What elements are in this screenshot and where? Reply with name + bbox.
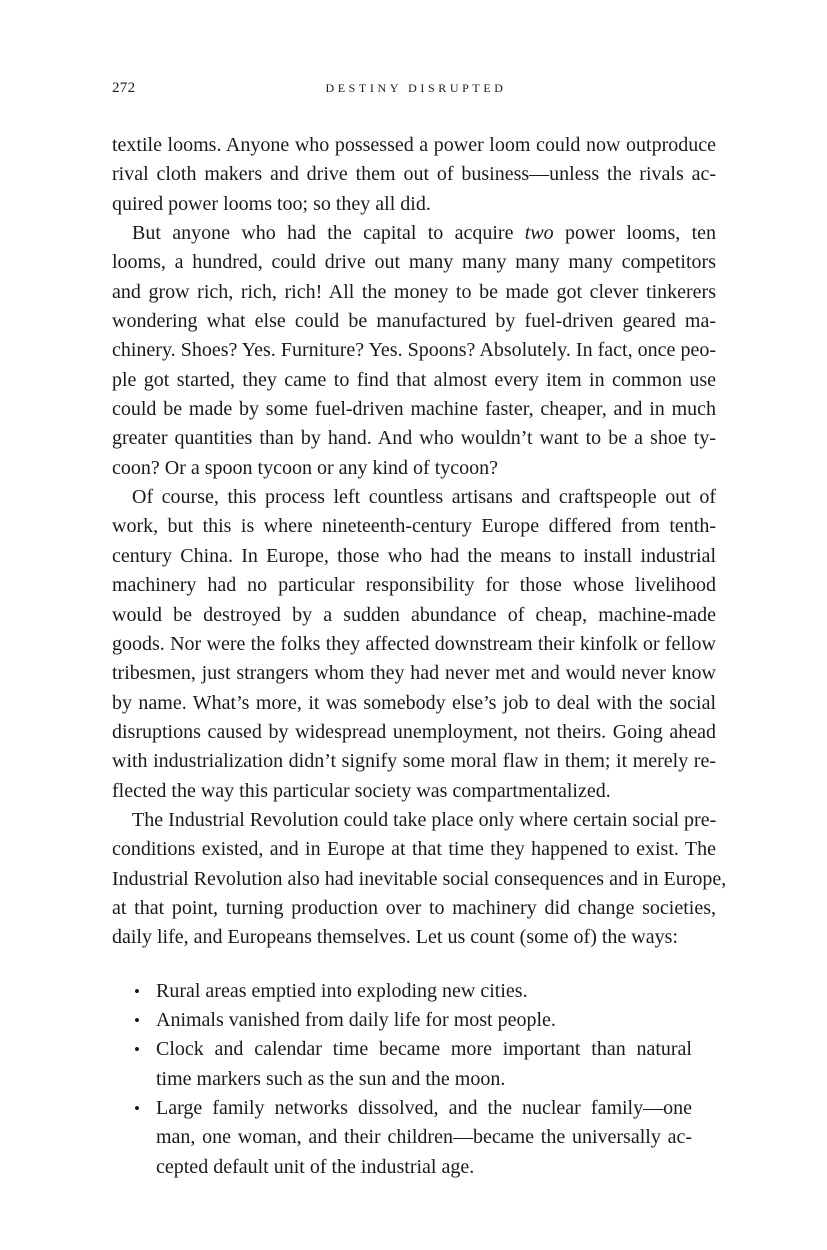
list-item bbox=[112, 1094, 692, 1182]
text-line: Large family networks dissolved, and the nuclear family—one bbox=[156, 1097, 692, 1119]
text-line: cepted default unit of the industrial age. bbox=[156, 1155, 475, 1178]
text-line: with industrialization didn’t signify some moral flaw in them; it merely re- bbox=[112, 750, 716, 773]
text-line: by name. What’s more, it was somebody else’s job to deal with the social bbox=[112, 691, 716, 714]
list-item bbox=[112, 977, 692, 1006]
text-line: quired power looms too; so they all did. bbox=[112, 192, 431, 215]
text-line: time markers such as the sun and the moon. bbox=[156, 1067, 506, 1090]
bullet-list bbox=[112, 977, 716, 1182]
body-text bbox=[112, 131, 727, 1182]
text-line: Animals vanished from daily life for most people. bbox=[156, 1008, 556, 1031]
text-line: man, one woman, and their children—became the universally ac- bbox=[156, 1126, 692, 1149]
text-line: could be made by some fuel-driven machine faster, cheaper, and in much bbox=[112, 398, 716, 421]
text-line: Rural areas emptied into exploding new cities. bbox=[156, 979, 528, 1002]
list-item bbox=[112, 1035, 692, 1094]
text-line: would be destroyed by a sudden abundance of cheap, machine-made bbox=[112, 603, 716, 626]
text-line: coon? Or a spoon tycoon or any kind of tycoon? bbox=[112, 456, 499, 479]
text-line: The Industrial Revolution could take place only where certain social pre- bbox=[132, 808, 717, 831]
text-line: Industrial Revolution also had inevitable social consequences and in Europe, bbox=[112, 867, 727, 890]
text-line: and grow rich, rich, rich! All the money to be made got clever tinkerers bbox=[112, 280, 716, 303]
bullet-icon: • bbox=[134, 1010, 140, 1030]
page-number: 272 bbox=[112, 80, 136, 96]
paragraph bbox=[112, 219, 716, 483]
text-line: ple got started, they came to find that almost every item in common use bbox=[112, 368, 716, 391]
text-line: at that point, turning production over to machinery did change societies, bbox=[112, 896, 716, 919]
text-line: looms, a hundred, could drive out many many many many competitors bbox=[112, 251, 716, 274]
text-line: textile looms. Anyone who possessed a power loom could now outproduce bbox=[112, 134, 716, 156]
running-head bbox=[112, 80, 716, 100]
text-line: tribesmen, just strangers whom they had never met and would never know bbox=[112, 662, 716, 685]
text-line: conditions existed, and in Europe at that time they happened to exist. The bbox=[112, 838, 716, 861]
text-line: chinery. Shoes? Yes. Furniture? Yes. Spoons? Absolutely. In fact, once peo- bbox=[112, 339, 716, 362]
text-line bbox=[112, 219, 716, 248]
paragraph bbox=[112, 483, 716, 806]
text-line: rival cloth makers and drive them out of business—unless the rivals ac- bbox=[112, 163, 716, 186]
text-run: But anyone who had the capital to acquire bbox=[132, 222, 525, 245]
paragraph bbox=[112, 131, 716, 219]
text-line: Of course, this process left countless artisans and craftspeople out of bbox=[132, 486, 716, 509]
text-line: wondering what else could be manufactured by fuel-driven geared ma- bbox=[112, 310, 716, 333]
text-line: flected the way this particular society was compartmentalized. bbox=[112, 779, 611, 802]
list-item bbox=[112, 1006, 692, 1035]
text-line: machinery had no particular responsibility for those whose livelihood bbox=[112, 574, 716, 597]
bullet-icon: • bbox=[134, 981, 140, 1001]
text-line: work, but this is where nineteenth-century Europe differed from tenth- bbox=[112, 515, 716, 538]
bullet-icon: • bbox=[134, 1099, 140, 1118]
text-line: daily life, and Europeans themselves. Let us count (some of) the ways: bbox=[112, 926, 678, 949]
text-line: Clock and calendar time became more important than natural bbox=[156, 1038, 692, 1061]
spacer bbox=[112, 953, 716, 977]
text-run: power looms, ten bbox=[553, 222, 716, 245]
book-title: DESTINY DISRUPTED bbox=[325, 81, 507, 95]
text-line: disruptions caused by widespread unemployment, not theirs. Going ahead bbox=[112, 720, 716, 743]
paragraph bbox=[112, 806, 727, 953]
text-line: century China. In Europe, those who had the means to install industrial bbox=[112, 544, 716, 567]
emphasized-word: two bbox=[524, 222, 554, 245]
bullet-icon: • bbox=[134, 1040, 140, 1060]
text-line: greater quantities than by hand. And who wouldn’t want to be a shoe ty- bbox=[112, 427, 716, 450]
text-line: goods. Nor were the folks they affected downstream their kinfolk or fellow bbox=[112, 632, 716, 655]
